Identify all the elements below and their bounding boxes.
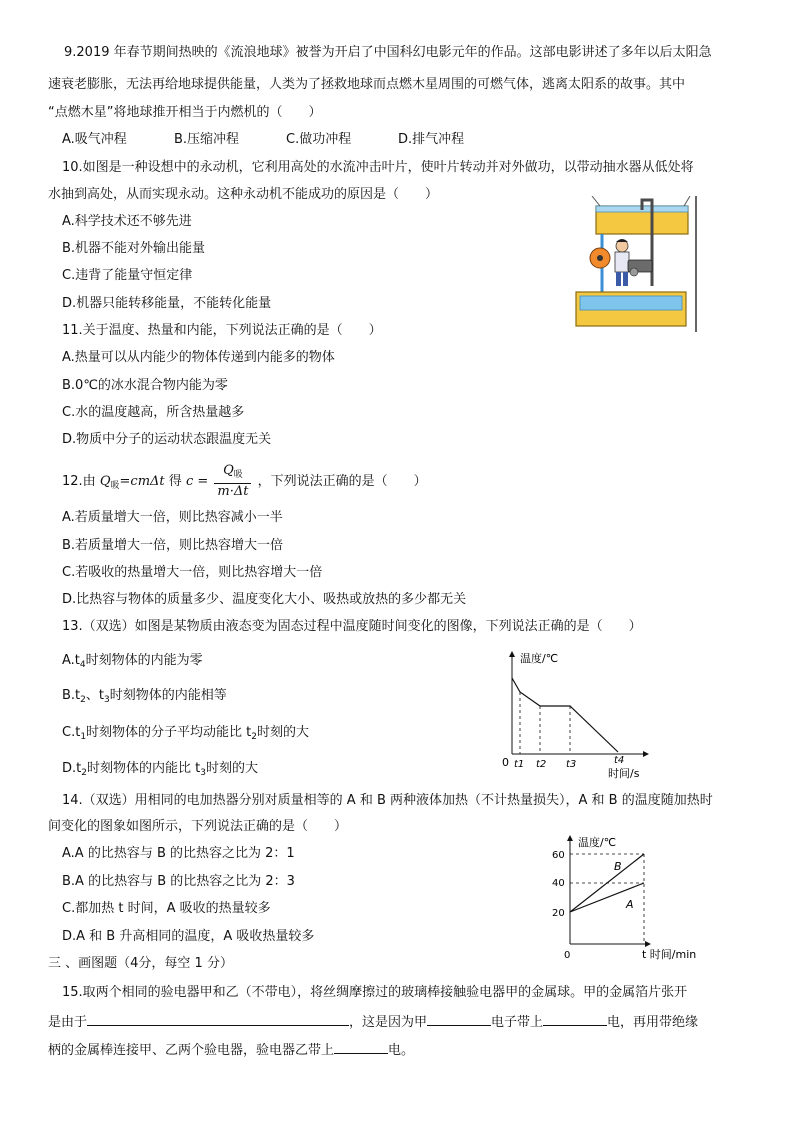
q14-origin: 0 xyxy=(564,950,571,961)
q9-option-d: D.排气冲程 xyxy=(398,132,465,147)
q14-option-c: C.都加热 t 时间，A 吸收的热量较多 xyxy=(62,901,271,916)
q10-option-a: A.科学技术还不够先进 xyxy=(62,214,192,229)
q14-label-b: B xyxy=(614,860,622,873)
q12-formula-q: Q xyxy=(99,474,111,489)
q10-option-b: B.机器不能对外输出能量 xyxy=(62,241,206,256)
q9-option-c: C.做功冲程 xyxy=(286,132,352,147)
q15-blank-1[interactable] xyxy=(87,1011,349,1026)
q13-stem: 13.（双选）如图是某物质由液态变为固态过程中温度随时间变化的图像，下列说法正确的是（ ） xyxy=(62,619,642,634)
perpetual-motion-machine-illustration xyxy=(572,196,704,338)
q13-xlabel: 时间/s xyxy=(608,767,640,780)
q11-option-d: D.物质中分子的运动状态跟温度无关 xyxy=(62,432,272,447)
q13-tick-t2: t2 xyxy=(536,759,547,770)
q13-option-d: $D.t_2$时刻物体的内能比 $t_3$时刻的大 xyxy=(62,761,258,778)
q10-line-1: 10.如图是一种设想中的永动机，它利用高处的水流冲击叶片，使叶片转动并对外做功，以带动抽水器从低处将 xyxy=(62,160,694,175)
q10-line-2: 水抽到高处，从而实现永动。这种永动机不能成功的原因是（ ） xyxy=(48,187,439,202)
section-3-title: 三 、画图题（4分，每空 1 分） xyxy=(48,956,233,971)
q9-option-a: A.吸气冲程 xyxy=(62,132,127,147)
q12-prefix: 12.由 xyxy=(62,474,96,489)
q13-tick-t3: t3 xyxy=(566,759,577,770)
q12-formula-rest: =cmΔt xyxy=(119,474,165,489)
q12-suffix: ，下列说法正确的是（ ） xyxy=(257,474,427,489)
q14-option-a: A.A 的比热容与 B 的比热容之比为 2：1 xyxy=(62,846,295,861)
q13-tick-t4: t4 xyxy=(614,755,625,766)
q12-option-d: D.比热容与物体的质量多少、温度变化大小、吸热或放热的多少都无关 xyxy=(62,592,467,607)
q14-ytick-40: 40 xyxy=(552,878,565,889)
q9-line-1: 9.2019 年春节期间热映的《流浪地球》被誉为开启了中国科幻电影元年的作品。这部电影讲述了多年以后太阳急 xyxy=(64,45,712,60)
q13-curve xyxy=(512,678,618,752)
q11-option-b: B.0℃的冰水混合物内能为零 xyxy=(62,378,228,393)
q10-option-d: D.机器只能转移能量，不能转化能量 xyxy=(62,296,272,311)
q9-line-2: 速衰老膨胀，无法再给地球提供能量，人类为了拯救地球而点燃木星周围的可燃气体，逃离太阳系的故事。其中 xyxy=(48,77,686,92)
q13-option-a: $A.t_4$时刻物体的内能为零 xyxy=(62,653,203,670)
q14-line-2: 间变化的图象如图所示，下列说法正确的是（ ） xyxy=(48,819,348,834)
q12-formula-lhs: c = xyxy=(185,474,209,489)
q13-origin: 0 xyxy=(502,756,509,769)
q15-blank-4[interactable] xyxy=(334,1039,388,1054)
q14-line-1: 14.（双选）用相同的电加热器分别对质量相等的 A 和 B 两种液体加热（不计热量损失），A 和 B 的温度随加热时 xyxy=(62,793,713,808)
q13-option-c: $C.t_1$时刻物体的分子平均动能比 $t_2$时刻的大 xyxy=(62,725,310,742)
q15-line-3: 柄的金属棒连接甲、乙两个验电器，验电器乙带上 电。 xyxy=(48,1039,414,1060)
q12-frac-den: m·Δt xyxy=(217,484,249,499)
q14-ytick-20: 20 xyxy=(552,908,565,919)
q13-option-b: $B.t_2$、$t_3$时刻物体的内能相等 xyxy=(62,688,227,705)
q11-option-a: A.热量可以从内能少的物体传递到内能多的物体 xyxy=(62,350,335,365)
q12-formula-sub: 吸 xyxy=(110,481,120,491)
q13-ylabel: 温度/℃ xyxy=(520,652,559,665)
q12-frac-num-sub: 吸 xyxy=(233,470,243,480)
q12-stem xyxy=(62,463,427,503)
q15-blank-2[interactable] xyxy=(427,1011,491,1026)
q10-option-c: C.违背了能量守恒定律 xyxy=(62,268,193,283)
q15-line-2: 是由于 ，这是因为甲 电子带上 电，再用带绝缘 xyxy=(48,1011,698,1032)
q13-tick-t1: t1 xyxy=(514,759,525,770)
q15-blank-3[interactable] xyxy=(543,1011,607,1026)
q14-option-d: D.A 和 B 升高相同的温度，A 吸收热量较多 xyxy=(62,929,315,944)
q14-ylabel: 温度/℃ xyxy=(578,836,617,849)
q15-line-1: 15.取两个相同的验电器甲和乙（不带电），将丝绸摩擦过的玻璃棒接触验电器甲的金属球。甲的金属箔片张开 xyxy=(62,985,688,1000)
q12-option-c: C.若吸收的热量增大一倍，则比热容增大一倍 xyxy=(62,565,323,580)
q11-stem: 11.关于温度、热量和内能，下列说法正确的是（ ） xyxy=(62,323,382,338)
q13-cooling-curve-graph xyxy=(498,646,658,780)
q14-label-a: A xyxy=(626,898,634,911)
q12-frac-num: Q xyxy=(223,463,234,478)
q9-option-b: B.压缩冲程 xyxy=(174,132,240,147)
q11-option-c: C.水的温度越高，所含热量越多 xyxy=(62,405,245,420)
q12-fraction xyxy=(214,463,251,500)
q12-option-a: A.若质量增大一倍，则比热容减小一半 xyxy=(62,510,283,525)
q14-ytick-60: 60 xyxy=(552,850,565,861)
q14-heating-graph xyxy=(546,830,712,964)
q14-xlabel: t 时间/min xyxy=(642,948,697,961)
q12-mid: 得 xyxy=(168,474,182,489)
q12-option-b: B.若质量增大一倍，则比热容增大一倍 xyxy=(62,538,284,553)
q9-line-3: “点燃木星”将地球推开相当于内燃机的（ ） xyxy=(48,105,322,120)
q14-option-b: B.A 的比热容与 B 的比热容之比为 2：3 xyxy=(62,874,295,889)
